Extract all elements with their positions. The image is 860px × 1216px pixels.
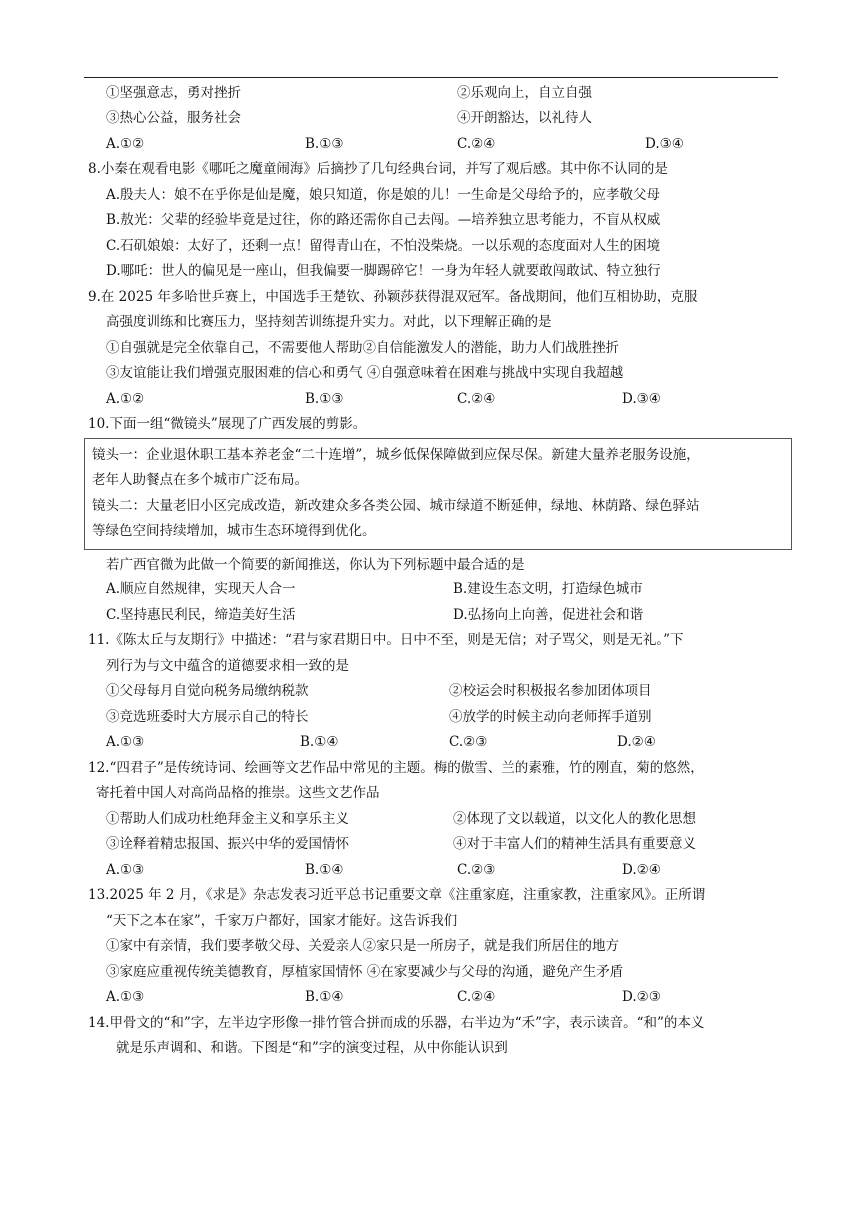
q8-choice-d: D.哪吒：世人的偏见是一座山，但我偏要一脚踢碎它！一身为年轻人就要敢闯敢试、特立独行 (106, 263, 661, 279)
q8-stem: 8.小秦在观看电影《哪吒之魔童闹海》后摘抄了几句经典台词，并写了观后感。其中你不认同的是 (88, 161, 668, 177)
q10-choice-c: C.坚持惠民利民，缔造美好生活 (106, 607, 296, 623)
q9-choice-c: C.②④ (457, 391, 496, 407)
q11-option-2: ②校运会时积极报名参加团体项目 (449, 683, 652, 699)
q7-choice-d: D.③④ (645, 136, 684, 152)
q10-scene1-line1: 镜头一：企业退休职工基本养老金“二十连增”，城乡低保保障做到应保尽保。新建大量养老服务设施， (92, 447, 700, 463)
q13-choice-d: D.②③ (622, 989, 661, 1005)
q10-choice-d: D.弘扬向上向善，促进社会和谐 (453, 607, 644, 623)
q13-options-3-4: ③家庭应重视传统美德教育，厚植家国情怀 ④在家要减少与父母的沟通，避免产生矛盾 (106, 964, 624, 980)
q13-choice-b: B.①④ (305, 989, 344, 1005)
q11-option-3: ③竞选班委时大方展示自己的特长 (106, 709, 309, 725)
q12-choice-c: C.②③ (457, 862, 496, 878)
q12-choice-b: B.①④ (305, 862, 344, 878)
q9-options-1-2: ①自强就是完全依靠自己，不需要他人帮助②自信能激发人的潜能，助力人们战胜挫折 (106, 340, 619, 356)
q7-option-3: ③热心公益，服务社会 (106, 110, 241, 126)
q11-option-1: ①父母每月自觉向税务局缴纳税款 (106, 683, 309, 699)
q11-stem-line1: 11.《陈太丘与友期行》中描述：“君与家君期日中。日中不至，则是无信；对子骂父，则是无礼。”下 (88, 632, 684, 648)
q10-choice-a: A.顺应自然规律，实现天人合一 (106, 581, 296, 597)
q12-option-3: ③诠释着精忠报国、振兴中华的爱国情怀 (106, 836, 349, 852)
q9-choice-b: B.①③ (305, 391, 344, 407)
q7-option-2: ②乐观向上，自立自强 (457, 85, 592, 101)
q12-stem-line2: 寄托着中国人对高尚品格的推崇。这些文艺作品 (96, 785, 380, 801)
q9-choice-d: D.③④ (622, 391, 661, 407)
q9-choice-a: A.①② (106, 391, 145, 407)
q10-choice-b: B.建设生态文明，打造绿色城市 (453, 581, 643, 597)
q7-choice-c: C.②④ (457, 136, 496, 152)
q12-option-4: ④对于丰富人们的精神生活具有重要意义 (453, 836, 696, 852)
q11-stem-line2: 列行为与文中蕴含的道德要求相一致的是 (106, 658, 349, 674)
q13-stem-line1: 13.2025 年 2 月，《求是》杂志发表习近平总书记重要文章《注重家庭，注重家教，注重家风》。正所谓 (88, 887, 706, 903)
q7-option-4: ④开朗豁达，以礼待人 (457, 110, 592, 126)
q13-choice-a: A.①③ (106, 989, 145, 1005)
q12-choice-d: D.②④ (622, 862, 661, 878)
q8-choice-c: C.石矶娘娘：太好了，还剩一点！留得青山在，不怕没柴烧。一以乐观的态度面对人生的困境 (106, 238, 661, 254)
q11-option-4: ④放学的时候主动向老师挥手道别 (449, 709, 652, 725)
q8-choice-a: A.殷夫人：娘不在乎你是仙是魔，娘只知道，你是娘的儿！一生命是父母给予的，应孝敬父母 (106, 187, 661, 203)
q13-stem-line2: “天下之本在家”，千家万户都好，国家才能好。这告诉我们 (106, 913, 458, 929)
q11-choice-d: D.②④ (617, 734, 656, 750)
q7-choice-b: B.①③ (305, 136, 344, 152)
q8-choice-b: B.敖光：父辈的经验毕竟是过往，你的路还需你自己去闯。—培养独立思考能力，不盲从权威 (106, 212, 661, 228)
q10-scene1-line2: 老年人助餐点在多个城市广泛布局。 (92, 472, 308, 488)
q12-choice-a: A.①③ (106, 862, 145, 878)
q7-option-1: ①坚强意志，勇对挫折 (106, 85, 241, 101)
q13-options-1-2: ①家中有亲情，我们要孝敬父母、关爱亲人②家只是一所房子，就是我们所居住的地方 (106, 938, 619, 954)
q9-options-3-4: ③友谊能让我们增强克服困难的信心和勇气 ④自强意味着在困难与挑战中实现自我超越 (106, 365, 624, 381)
q9-stem-line2: 高强度训练和比赛压力，坚持刻苦训练提升实力。对此，以下理解正确的是 (106, 314, 552, 330)
q9-stem-line1: 9.在 2025 年多哈世乒赛上，中国选手王楚钦、孙颖莎获得混双冠军。备战期间，他们互相协助，克服 (88, 289, 698, 305)
q11-choice-c: C.②③ (449, 734, 488, 750)
q10-scene2-line1: 镜头二：大量老旧小区完成改造，新改建众多各类公园、城市绿道不断延伸，绿地、林荫路、绿色驿站 (92, 498, 700, 514)
q10-question: 若广西官微为此做一个简要的新闻推送，你认为下列标题中最合适的是 (106, 557, 525, 573)
q12-stem-line1: 12.“四君子”是传统诗词、绘画等文艺作品中常见的主题。梅的傲雪、兰的素雅，竹的刚直，菊的悠然， (88, 760, 704, 776)
q14-stem-line1: 14.甲骨文的“和”字，左半边字形像一排竹管合拼而成的乐器，右半边为“禾”字，表示读音。“和”的本义 (88, 1015, 705, 1031)
q10-stem: 10.下面一组“微镜头”展现了广西发展的剪影。 (88, 416, 367, 432)
q13-choice-c: C.②④ (457, 989, 496, 1005)
q12-option-1: ①帮助人们成功杜绝拜金主义和享乐主义 (106, 811, 349, 827)
q14-stem-line2: 就是乐声调和、和谐。下图是“和”字的演变过程，从中你能认识到 (116, 1040, 508, 1056)
q11-choice-a: A.①③ (106, 734, 145, 750)
q12-option-2: ②体现了文以载道，以文化人的教化思想 (453, 811, 696, 827)
q11-choice-b: B.①④ (300, 734, 339, 750)
q10-scene2-line2: 等绿色空间持续增加，城市生态环境得到优化。 (92, 523, 376, 539)
header-rule (84, 77, 778, 78)
q7-choice-a: A.①② (106, 136, 145, 152)
